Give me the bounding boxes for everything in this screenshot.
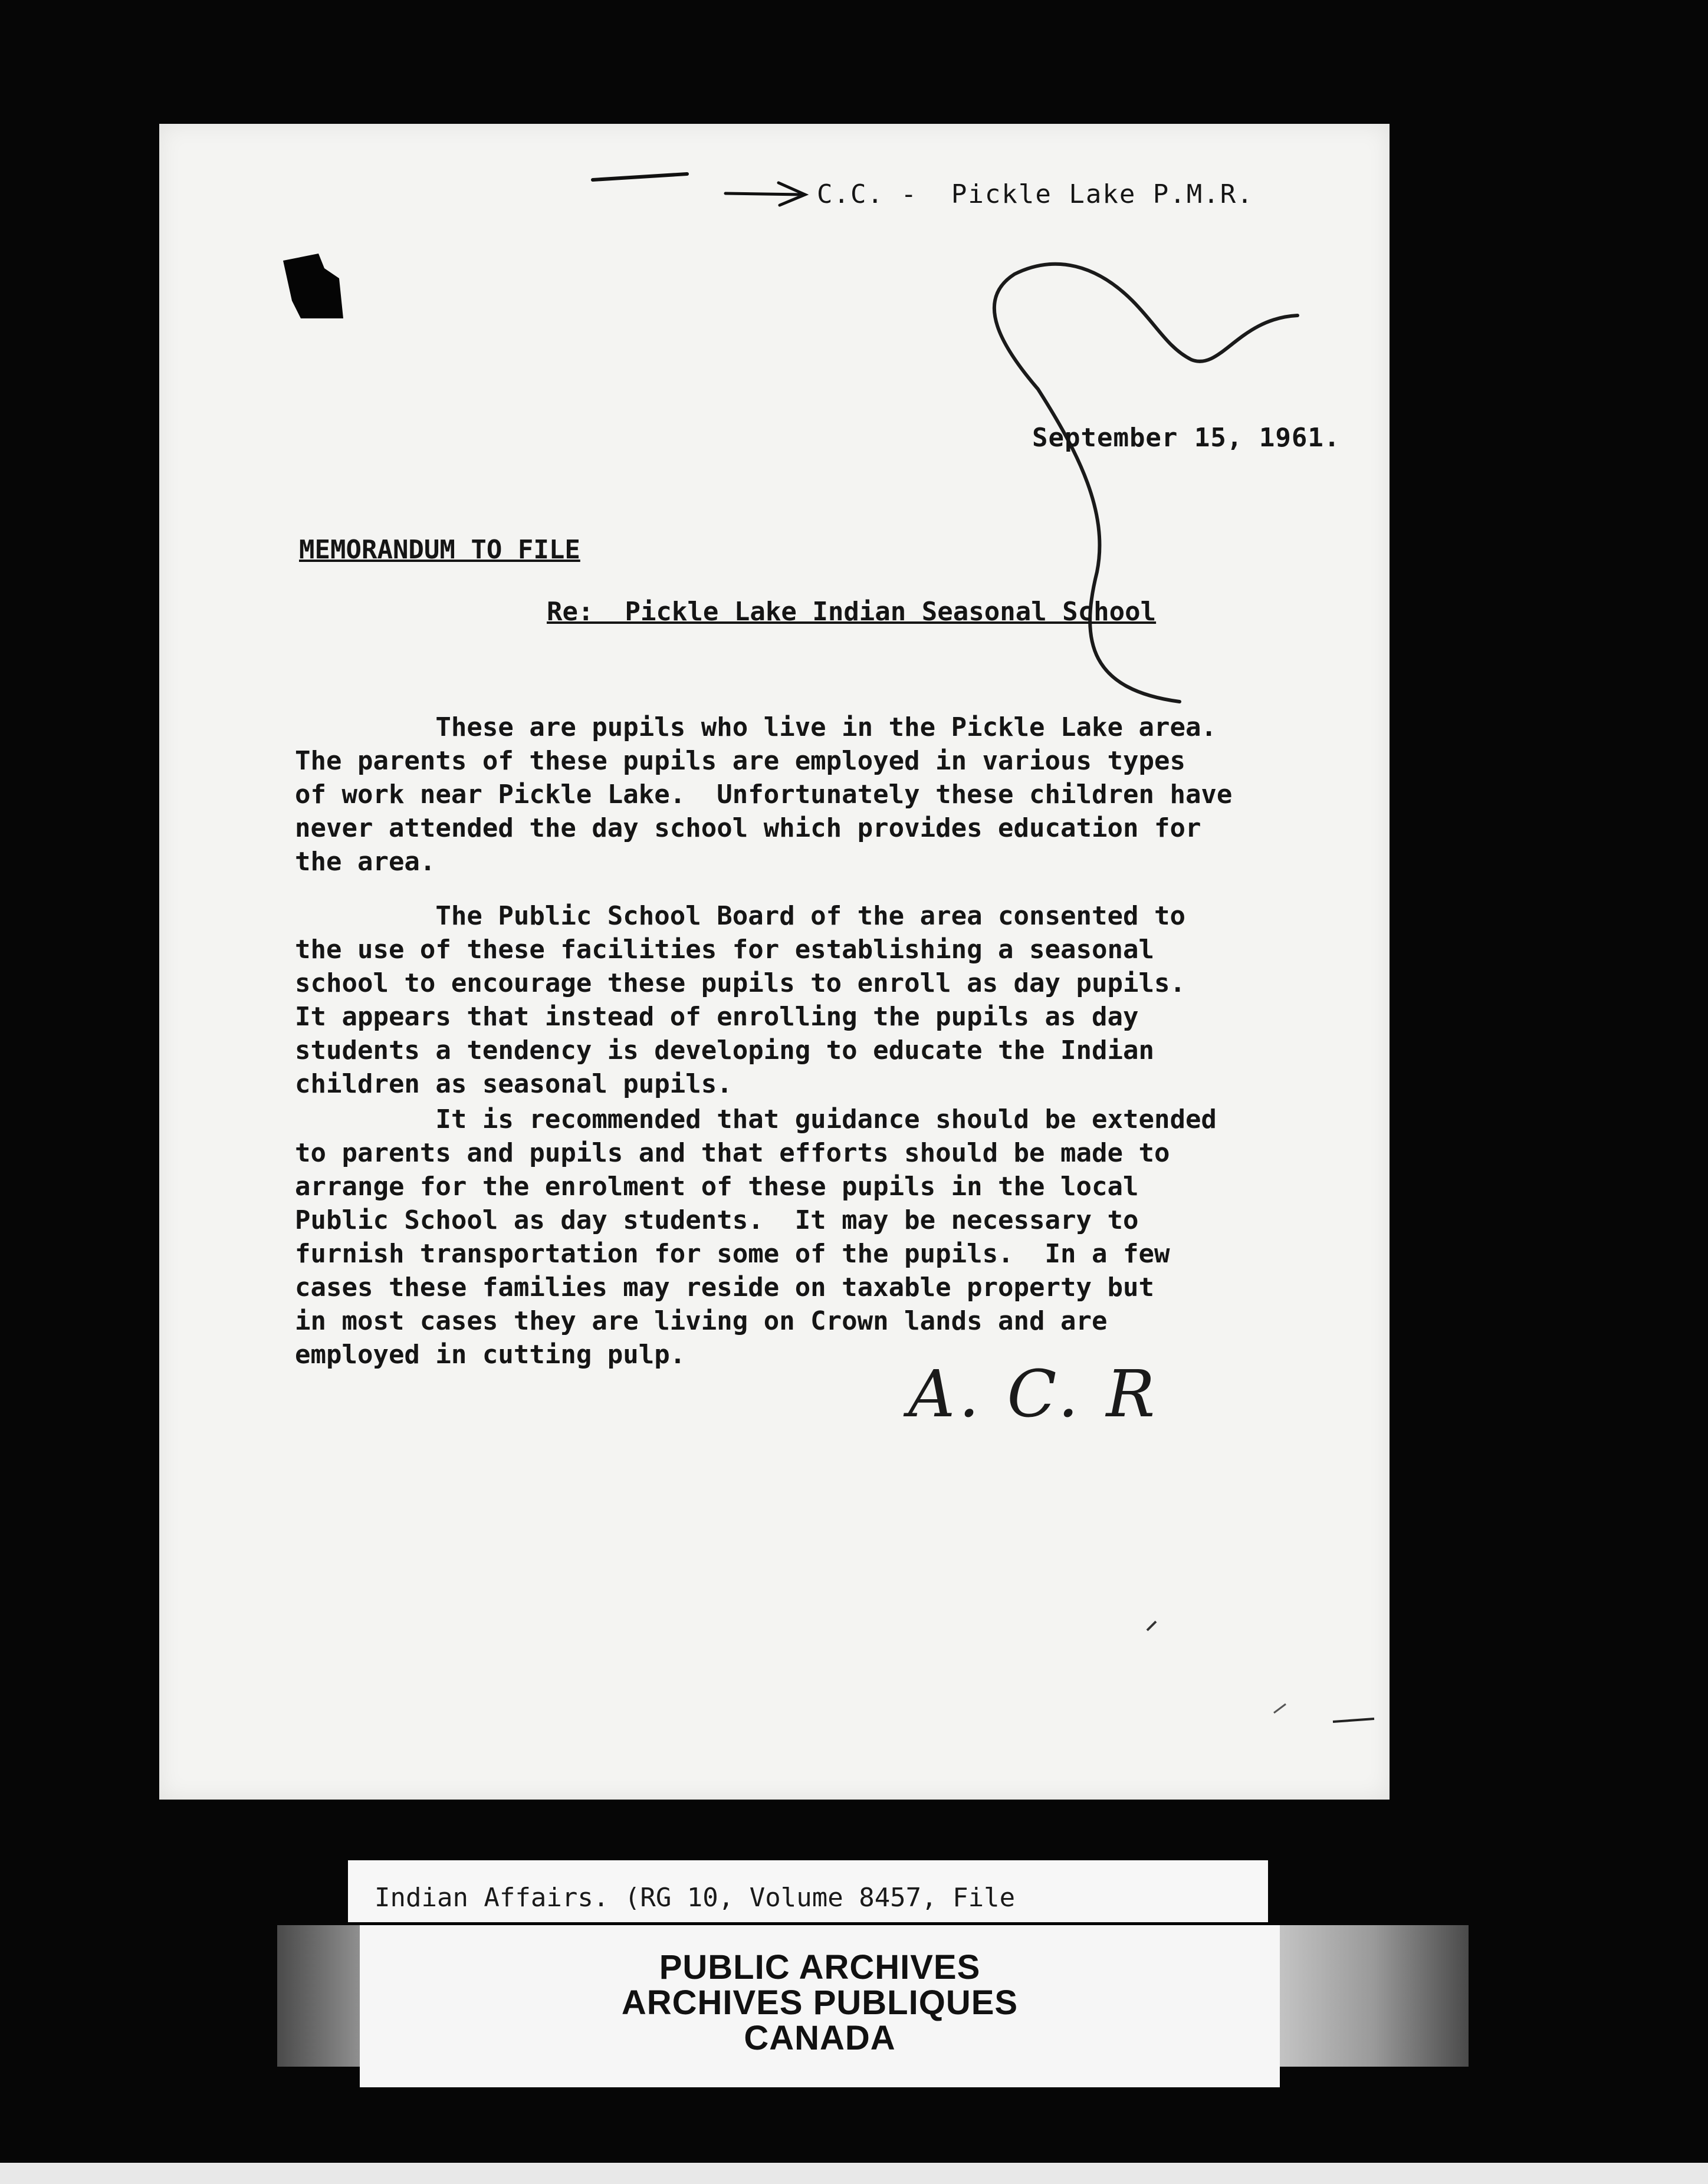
film-edge [0,2163,1708,2184]
paragraph-2 [295,899,1368,1101]
archive-stamp-band [277,1925,1469,2067]
handwritten-initials: A. C. R [908,1356,1159,1432]
memo-page [159,124,1390,1800]
subject-line: Re: Pickle Lake Indian Seasonal School [547,597,1157,627]
speck [1147,1621,1156,1630]
text-line: cases these families may reside on taxable property but [295,1272,1154,1302]
stamp-line: CANADA [744,2019,896,2057]
paragraph-1 [295,711,1368,879]
punch-hole-blot [283,254,343,318]
text-line: The Public School Board of the area consented to [295,901,1185,931]
archive-reference-label [348,1860,1268,1922]
archive-stamp [360,1925,1280,2087]
text-line: employed in cutting pulp. [295,1340,686,1370]
handwritten-dash [593,174,687,180]
text-line: never attended the day school which provides education for [295,813,1201,843]
text-line: The parents of these pupils are employed in various types [295,746,1185,776]
text-line: Public School as day students. It may be necessary to [295,1205,1139,1235]
cc-line: C.C. - Pickle Lake P.M.R. [817,179,1254,209]
text-line: furnish transportation for some of the pupils. In a few [295,1239,1170,1269]
text-line: students a tendency is developing to educate the Indian [295,1035,1154,1065]
stamp-line: PUBLIC ARCHIVES [659,1948,981,1986]
text-line: It is recommended that guidance should be extended [295,1104,1217,1134]
handwritten-loop [994,264,1298,702]
archive-reference-text: Indian Affairs. (RG 10, Volume 8457, File [375,1883,1016,1913]
text-line: in most cases they are living on Crown lands and are [295,1306,1108,1336]
memo-title: MEMORANDUM TO FILE [299,535,580,565]
text-line: the use of these facilities for establishing a seasonal [295,935,1154,965]
speck [1333,1719,1374,1722]
text-line: It appears that instead of enrolling the pupils as day [295,1002,1139,1032]
handwritten-arrow [725,183,805,205]
text-line: arrange for the enrolment of these pupils in the local [295,1172,1139,1202]
paragraph-3 [295,1103,1368,1371]
text-line: of work near Pickle Lake. Unfortunately these children have [295,779,1233,810]
text-line: These are pupils who live in the Pickle Lake area. [295,712,1217,742]
text-line: the area. [295,847,436,877]
text-line: children as seasonal pupils. [295,1069,733,1099]
speck [1274,1704,1286,1713]
text-line: school to encourage these pupils to enroll as day pupils. [295,968,1185,998]
text-line: to parents and pupils and that efforts should be made to [295,1138,1170,1168]
memo-date: September 15, 1961. [1032,423,1341,453]
stamp-line: ARCHIVES PUBLIQUES [621,1984,1019,2022]
